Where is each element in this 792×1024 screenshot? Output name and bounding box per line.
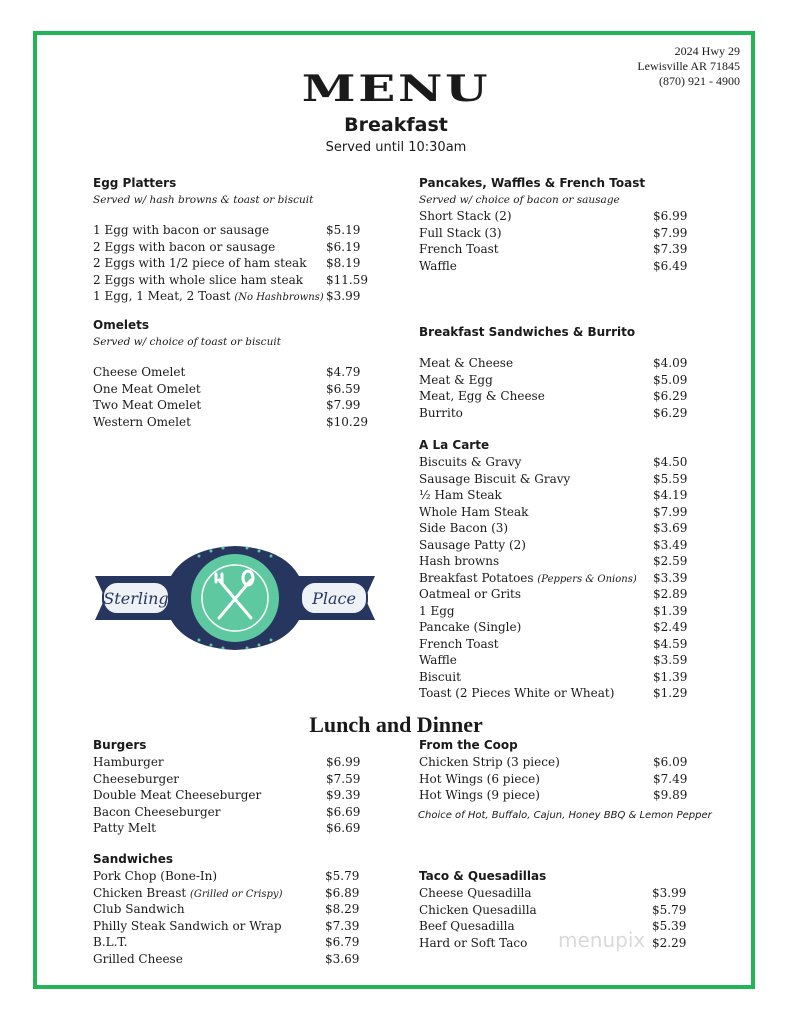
- item-name: Chicken Quesadilla: [419, 902, 537, 917]
- item-name: Western Omelet: [93, 414, 191, 429]
- item-name: Oatmeal or Grits: [419, 587, 522, 601]
- egg-platters-section: [93, 175, 383, 305]
- coop-header: From the Coop: [419, 738, 518, 752]
- item-price: $7.59: [326, 771, 361, 786]
- menu-item: [419, 652, 699, 669]
- item-price: $11.59: [326, 272, 368, 287]
- menu-item: [419, 619, 699, 636]
- item-name: Sausage Biscuit & Gravy: [419, 471, 571, 486]
- item-note: (No Hashbrowns): [234, 292, 324, 303]
- item-name: Waffle: [419, 653, 457, 667]
- item-name: Burrito: [419, 405, 463, 420]
- menu-item: [419, 388, 699, 405]
- item-price: $1.29: [653, 686, 688, 700]
- menu-item: [93, 414, 383, 431]
- menu-item: [419, 636, 699, 653]
- item-name: Meat & Egg: [419, 372, 493, 387]
- menu-item: [419, 208, 699, 225]
- item-price: $7.99: [326, 398, 361, 412]
- item-price: $6.59: [326, 381, 361, 396]
- omelets-section: [93, 317, 383, 430]
- menu-item: [93, 222, 383, 239]
- item-price: $6.79: [325, 935, 360, 949]
- menu-item: [419, 372, 699, 389]
- menu-item: [419, 355, 699, 372]
- item-name: Hot Wings (9 piece): [419, 788, 540, 802]
- menu-item: [419, 570, 699, 587]
- item-price: $6.29: [653, 405, 688, 420]
- sandwiches-section: [93, 851, 383, 967]
- item-name: Hash browns: [419, 554, 500, 568]
- item-name: One Meat Omelet: [93, 381, 201, 396]
- menu-item: [419, 771, 699, 788]
- breakfast-title: Breakfast: [344, 114, 448, 136]
- item-price: $8.19: [326, 256, 361, 270]
- burgers-section: [93, 737, 383, 837]
- item-price: $10.29: [326, 414, 368, 429]
- logo-text-right: Place: [312, 589, 356, 608]
- item-name: Hot Wings (6 piece): [419, 771, 540, 786]
- menu-item: [93, 288, 383, 305]
- item-name: French Toast: [419, 242, 499, 256]
- menu-item: [419, 885, 699, 902]
- item-price: $4.09: [653, 356, 688, 370]
- item-price: $7.99: [653, 504, 688, 519]
- item-price: $6.19: [326, 239, 361, 254]
- item-name: Beef Quesadilla: [419, 919, 515, 933]
- watermark: menupix: [558, 928, 646, 952]
- item-name: Pork Chop (Bone-In): [93, 869, 218, 883]
- item-price: $5.39: [652, 919, 687, 933]
- item-name: Waffle: [419, 258, 457, 273]
- menu-item: [93, 771, 383, 788]
- lunch-dinner-title: Lunch and Dinner: [309, 712, 483, 737]
- egg-platters-sub: Served w/ hash browns & toast or biscuit: [93, 194, 314, 206]
- item-name: Toast (2 Pieces White or Wheat): [419, 686, 615, 700]
- item-price: $2.89: [653, 587, 688, 601]
- logo-text-left: Sterling: [103, 589, 169, 608]
- menu-item: [419, 537, 699, 554]
- menu-item: [419, 504, 699, 521]
- breakfast-sandwiches-header: Breakfast Sandwiches & Burrito: [419, 325, 636, 339]
- menu-item: [93, 255, 383, 272]
- item-price: $3.59: [653, 653, 688, 667]
- item-name: Patty Melt: [93, 821, 156, 835]
- menu-item: [93, 918, 383, 935]
- item-price: $4.59: [653, 636, 688, 651]
- item-name: Bacon Cheeseburger: [93, 804, 221, 819]
- item-name: Cheese Omelet: [93, 365, 186, 379]
- menu-item: [419, 405, 699, 422]
- menu-item: [93, 901, 383, 918]
- menu-item: [419, 225, 699, 242]
- item-name: Cheeseburger: [93, 771, 180, 786]
- item-name: Meat, Egg & Cheese: [419, 389, 545, 403]
- item-name: 1 Egg with bacon or sausage: [93, 223, 270, 237]
- menu-item: [419, 754, 699, 771]
- item-name: 1 Egg, 1 Meat, 2 Toast (No Hashbrowns): [93, 289, 324, 303]
- menu-item: [93, 885, 383, 902]
- item-price: $3.49: [653, 537, 688, 552]
- item-note: (Peppers & Onions): [537, 573, 637, 585]
- item-price: $5.59: [653, 471, 688, 486]
- item-name: 2 Eggs with whole slice ham steak: [93, 272, 304, 287]
- menu-item: [419, 902, 699, 919]
- item-price: $4.19: [653, 488, 688, 502]
- item-price: $2.29: [652, 935, 687, 950]
- item-name: Club Sandwich: [93, 902, 185, 916]
- menu-item: [419, 669, 699, 686]
- item-price: $3.69: [325, 951, 360, 966]
- item-name: Two Meat Omelet: [93, 398, 202, 412]
- item-note: (Grilled or Crispy): [190, 888, 283, 900]
- item-name: Breakfast Potatoes (Peppers & Onions): [419, 570, 637, 585]
- menu-item: [419, 487, 699, 504]
- item-price: $6.69: [326, 821, 361, 835]
- item-name: Biscuits & Gravy: [419, 455, 522, 469]
- wing-flavors-note: Choice of Hot, Buffalo, Cajun, Honey BBQ & Lemon Pepper: [418, 810, 712, 821]
- a-la-carte-header: A La Carte: [419, 438, 490, 452]
- item-name: 2 Eggs with 1/2 piece of ham steak: [93, 256, 307, 270]
- menu-item: [93, 934, 383, 951]
- menu-item: [93, 951, 383, 968]
- menu-item: [93, 272, 383, 289]
- menu-item: [419, 685, 699, 702]
- item-price: $5.79: [325, 869, 360, 883]
- omelets-header: Omelets: [93, 318, 149, 332]
- address-block: [637, 44, 740, 89]
- menu-item: [93, 820, 383, 837]
- menu-item: [93, 239, 383, 256]
- menu-item: [419, 258, 699, 275]
- item-price: $3.99: [652, 886, 687, 900]
- item-price: $4.50: [653, 455, 688, 469]
- menu-item: [419, 553, 699, 570]
- menu-item: [419, 520, 699, 537]
- item-price: $5.19: [326, 223, 361, 237]
- item-price: $7.39: [325, 918, 360, 933]
- item-price: $7.39: [653, 242, 688, 256]
- menu-item: [93, 364, 383, 381]
- item-price: $4.79: [326, 365, 361, 379]
- item-price: $9.39: [326, 788, 361, 802]
- item-price: $6.89: [325, 885, 360, 900]
- menu-item: [419, 471, 699, 488]
- menu-title: MENU: [301, 68, 491, 110]
- item-name: Chicken Breast (Grilled or Crispy): [93, 885, 283, 900]
- item-name: Hard or Soft Taco: [419, 935, 528, 950]
- item-price: $1.39: [653, 603, 688, 618]
- item-name: Short Stack (2): [419, 209, 512, 223]
- menu-item: [93, 868, 383, 885]
- item-name: Full Stack (3): [419, 225, 502, 240]
- item-price: $6.29: [653, 389, 688, 403]
- item-name: Cheese Quesadilla: [419, 886, 532, 900]
- item-name: 2 Eggs with bacon or sausage: [93, 239, 276, 254]
- item-price: $1.39: [653, 669, 688, 684]
- item-price: $8.29: [325, 902, 360, 916]
- menu-item: [419, 454, 699, 471]
- menu-item: [93, 381, 383, 398]
- menu-item: [419, 787, 699, 804]
- item-name: Philly Steak Sandwich or Wrap: [93, 918, 282, 933]
- menu-item: [419, 603, 699, 620]
- item-name: Sausage Patty (2): [419, 537, 526, 552]
- burgers-header: Burgers: [93, 738, 147, 752]
- item-price: $6.99: [653, 209, 688, 223]
- item-name: Double Meat Cheeseburger: [93, 788, 262, 802]
- menu-item: [419, 241, 699, 258]
- address-phone: (870) 921 - 4900: [659, 74, 740, 88]
- address-city: Lewisville AR 71845: [637, 59, 740, 73]
- breakfast-subtitle: Served until 10:30am: [325, 140, 467, 155]
- item-name: French Toast: [419, 636, 499, 651]
- item-price: $3.69: [653, 521, 688, 535]
- item-price: $6.49: [653, 258, 688, 273]
- coop-section: [419, 737, 699, 804]
- item-price: $9.89: [653, 788, 688, 802]
- menu-item: [419, 586, 699, 603]
- item-name: Grilled Cheese: [93, 951, 183, 966]
- item-price: $2.59: [653, 554, 688, 568]
- sandwiches-header: Sandwiches: [93, 852, 174, 866]
- pancakes-section: [419, 175, 699, 274]
- item-price: $7.49: [653, 771, 688, 786]
- menu-item: [93, 787, 383, 804]
- item-price: $2.49: [653, 620, 688, 634]
- breakfast-sandwiches-section: [419, 324, 699, 421]
- item-name: Side Bacon (3): [419, 521, 509, 535]
- item-name: Whole Ham Steak: [419, 504, 529, 519]
- item-name: 1 Egg: [419, 603, 455, 618]
- item-price: $6.09: [653, 755, 688, 769]
- sterling-place-logo: [95, 542, 375, 654]
- menu-item: [93, 804, 383, 821]
- item-name: Meat & Cheese: [419, 356, 514, 370]
- item-price: $6.69: [326, 804, 361, 819]
- item-name: Hamburger: [93, 755, 164, 769]
- a-la-carte-section: [419, 437, 699, 702]
- item-name: Biscuit: [419, 669, 461, 684]
- menu-item: [93, 754, 383, 771]
- item-price: $3.39: [653, 570, 688, 585]
- egg-platters-header: Egg Platters: [93, 176, 177, 190]
- item-name: Pancake (Single): [419, 620, 522, 634]
- item-price: $3.99: [326, 289, 361, 303]
- menu-item: [93, 397, 383, 414]
- item-price: $6.99: [326, 755, 361, 769]
- omelets-sub: Served w/ choice of toast or biscuit: [93, 336, 281, 348]
- address-street: 2024 Hwy 29: [674, 44, 740, 58]
- item-price: $5.79: [652, 902, 687, 917]
- item-name: B.L.T.: [93, 935, 128, 949]
- item-price: $7.99: [653, 225, 688, 240]
- item-price: $5.09: [653, 372, 688, 387]
- pancakes-sub: Served w/ choice of bacon or sausage: [419, 194, 620, 206]
- item-name: ½ Ham Steak: [419, 488, 502, 502]
- taco-header: Taco & Quesadillas: [419, 869, 547, 883]
- item-name: Chicken Strip (3 piece): [419, 755, 560, 769]
- pancakes-header: Pancakes, Waffles & French Toast: [419, 176, 646, 190]
